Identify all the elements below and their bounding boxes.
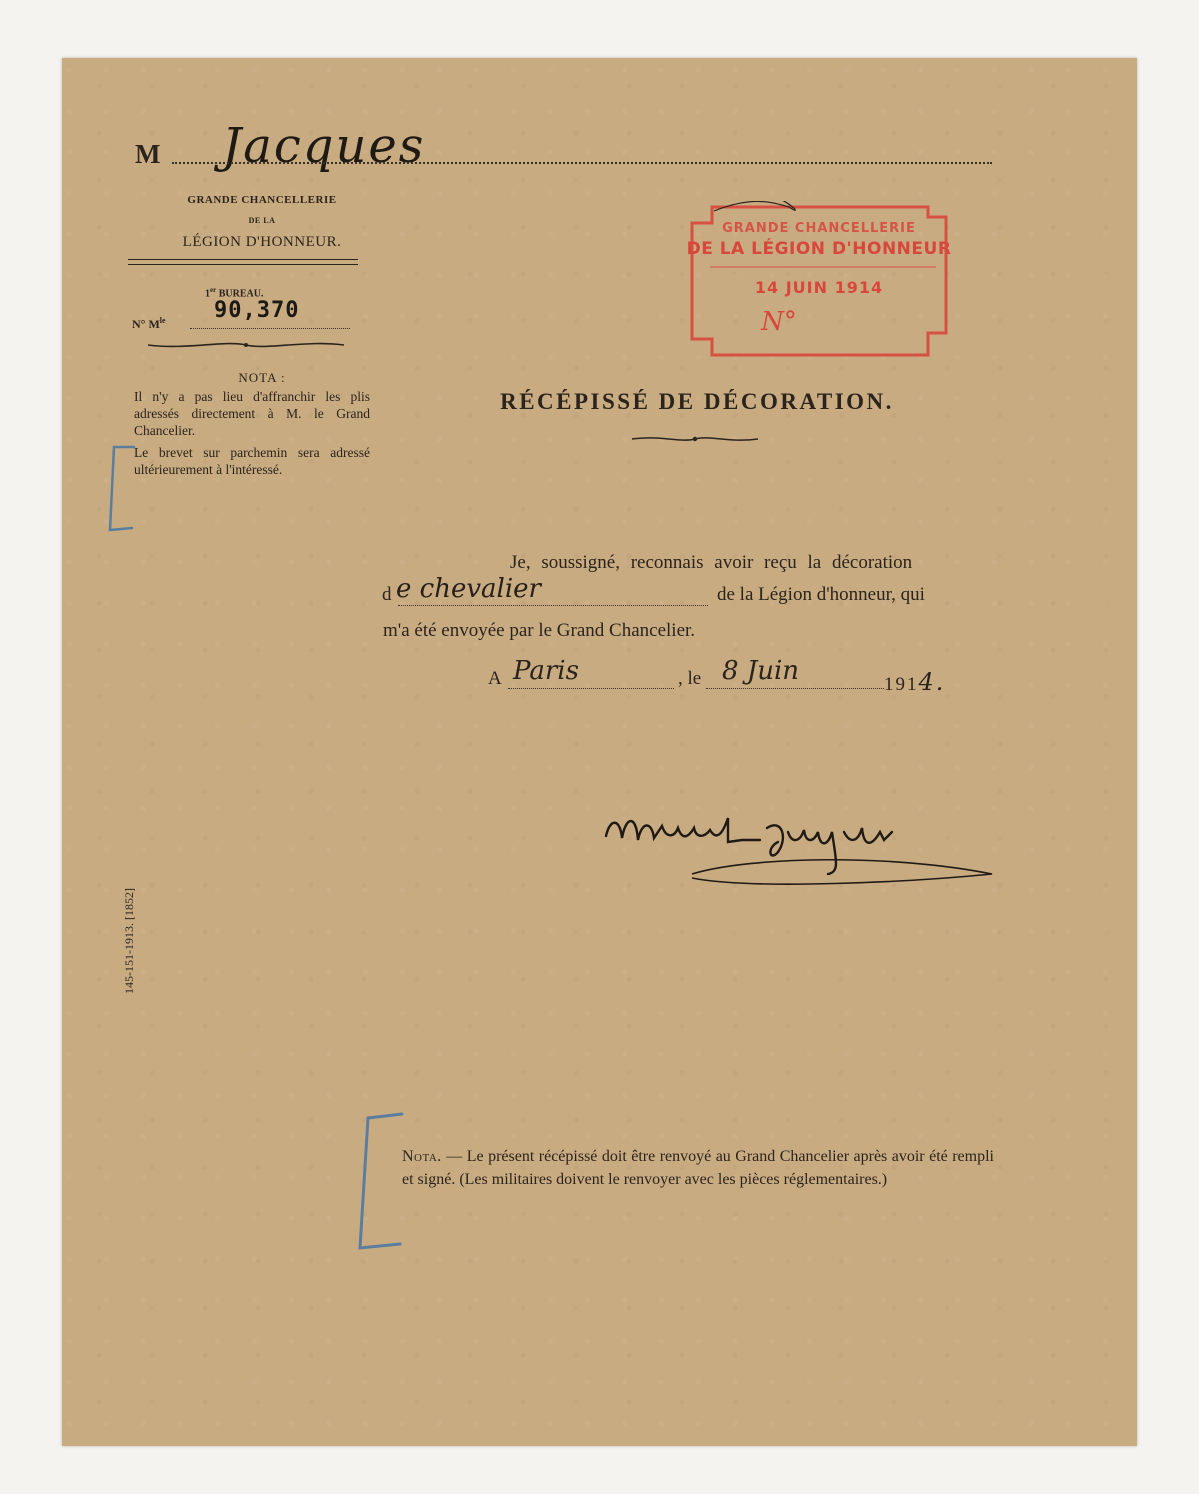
printer-reference: 145-151-1913. [1852] [122,888,136,994]
side-nota-title: NOTA : [238,370,286,385]
bottom-nota: Nota. — Le présent récépissé doit être renvoyé au Grand Chancelier après avoir été rempli et signé. (Les militaires doivent le renvoyer avec les pièces réglementaires.) [402,1148,994,1188]
handwritten-day: 8 Juin [722,656,800,686]
double-rule [128,259,358,265]
stamp-line-1: GRANDE CHANCELLERIE [722,221,916,236]
stamp-number: N° [761,307,797,337]
m-label: M [135,139,161,169]
handwritten-signature [592,798,1012,908]
document-title: RÉCÉPISSÉ DE DÉCORATION. [500,389,894,414]
handwritten-place: Paris [513,656,579,686]
name-dotted-line [172,162,992,164]
stamp-date: 14 JUIN 1914 [754,278,884,297]
matricule-number: 90,370 [214,298,300,323]
blue-pencil-bracket-bottom [350,1108,410,1258]
stamp-line-2: DE LA LÉGION D'HONNEUR [686,239,952,259]
body-line-1: Je, soussigné, reconnais avoir reçu la décoration [510,552,913,573]
body-line-2-prefix: d [382,584,392,605]
date-le-label: , le [678,668,702,689]
rank-dotted-line [398,605,708,606]
bureau-label: 1er BUREAU. [205,286,264,300]
matricule-dotted-line [190,328,350,329]
org-line-1: GRANDE CHANCELLERIE [187,194,337,206]
org-line-2: DE LA [248,216,276,225]
place-dotted-line [508,688,674,689]
ornamental-swash [146,336,346,354]
date-year: 1914. [884,668,946,696]
title-ornament [630,432,760,446]
body-line-2-suffix: de la Légion d'honneur, qui [717,584,925,605]
day-dotted-line [706,688,884,689]
document-sheet [62,58,1137,1446]
side-nota-para-2: Le brevet sur parchemin sera adressé ultérieurement à l'intéressé. [134,445,370,477]
body-line-3: m'a été envoyée par le Grand Chancelier. [383,620,696,641]
matricule-label: N° $M^{le}$ [132,316,166,331]
date-a-label: A [488,668,502,689]
red-date-stamp [684,201,954,361]
handwritten-rank: e chevalier [396,574,541,604]
org-line-3: LÉGION D'HONNEUR. [182,234,342,250]
side-nota-para-1: Il n'y a pas lieu d'affranchir les plis adressés directement à M. le Grand Chancelier. [134,389,370,438]
handwritten-name: Jacques [222,118,426,174]
blue-pencil-bracket [106,444,136,534]
